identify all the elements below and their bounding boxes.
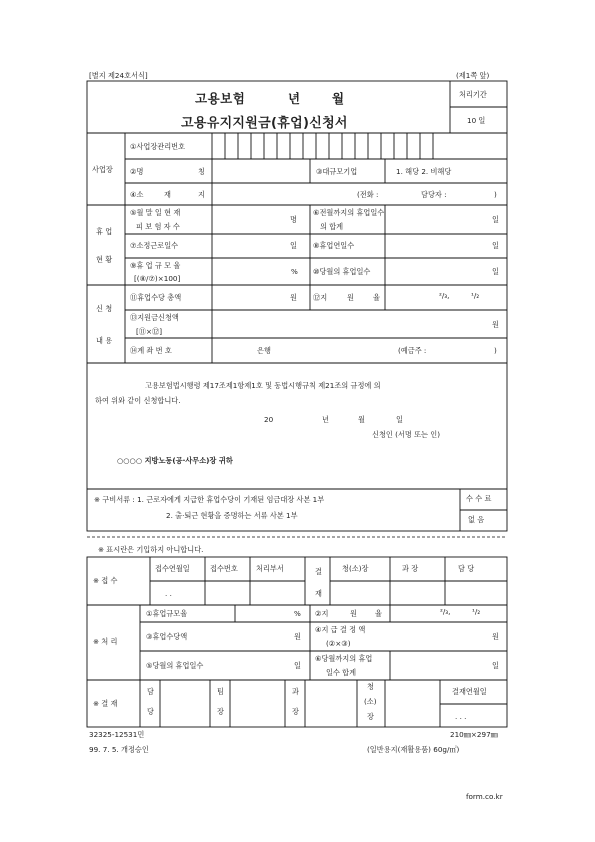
page-indicator: (제1쪽 앞) <box>456 71 490 80</box>
final-team-a: 팀 <box>217 687 224 696</box>
final-approval-label: ※ 결 재 <box>93 699 118 708</box>
date-day-label: 일 <box>396 415 403 424</box>
label-bank: 은행 <box>257 346 271 355</box>
section-apply-1: 신 청 <box>96 304 113 313</box>
proc-rate-half: ¹/₂ <box>472 607 481 616</box>
proc-support-rate-b: 원 <box>350 609 357 618</box>
approval-label-b: 재 <box>315 589 322 598</box>
label-support-rate-a: ⑫지 <box>313 293 328 302</box>
title-month: 월 <box>332 91 345 106</box>
footer-paper-size: 210㎜×297㎜ <box>450 730 498 739</box>
label-address-a: ④소 <box>130 190 144 199</box>
processing-dept-label: 처리부서 <box>256 564 284 573</box>
proc-leave-ratio: ①휴업규모율 <box>146 609 188 618</box>
label-manager: 담당자 : <box>421 190 447 199</box>
final-date-label: 결재연월일 <box>452 687 487 696</box>
section-business: 사업장 <box>92 165 113 174</box>
support-rate-half: ¹/₂ <box>471 291 480 300</box>
label-name-a: ②명 <box>130 167 144 176</box>
label-prev-leave-a: ⑥전월까지의 휴업일수 <box>313 208 385 217</box>
label-leave-total-days: ⑧휴업연일수 <box>313 241 355 250</box>
unit-days-5: 일 <box>294 661 301 670</box>
label-large-company: ③대규모기업 <box>316 167 358 176</box>
label-account-number: ⑭계 좌 번 호 <box>130 346 172 355</box>
reception-number-label: 접수번호 <box>210 564 238 573</box>
applicant-signature-label: 신청인 (서명 또는 인) <box>372 430 441 439</box>
unit-days-6: 일 <box>492 661 499 670</box>
unit-won-2: 원 <box>492 320 499 329</box>
final-date-dots: . . . <box>455 712 467 721</box>
addressee-office: ○○○○ 지방노동(공·사무소)장 귀하 <box>117 456 233 465</box>
label-phone: (전화 : <box>357 190 379 199</box>
approver-head: 과 장 <box>402 564 419 573</box>
declaration-line-2: 하여 위와 같이 신청합니다. <box>95 396 181 405</box>
date-year-label: 년 <box>322 415 329 424</box>
unit-won-4: 원 <box>492 632 499 641</box>
processing-label: ※ 처 리 <box>93 637 118 646</box>
phone-close-paren: ) <box>494 190 497 199</box>
title-insurance: 고용보험 <box>195 91 246 106</box>
proc-total-leave-b: 일수 합계 <box>326 668 357 677</box>
label-address-c: 지 <box>198 190 205 199</box>
proc-support-rate-c: 율 <box>375 609 382 618</box>
processing-period-value: 10 일 <box>467 116 486 125</box>
label-address-b: 재 <box>164 190 171 199</box>
proc-leave-allowance: ③휴업수당액 <box>146 632 188 641</box>
label-month-leave-days: ⑩당월의 휴업일수 <box>313 267 371 276</box>
label-request-amount-a: ⑬지원금신청액 <box>130 313 179 322</box>
required-documents-1: ※ 구비서류 : 1. 근로자에게 지급한 휴업수당이 기재된 임금대장 사본 1부 <box>94 495 325 504</box>
fee-value: 없 음 <box>468 515 485 524</box>
reception-label: ※ 접 수 <box>93 576 118 585</box>
declaration-line-1: 고용보험법시행령 제17조제1항제1호 및 동법시행규칙 제21조의 규정에 의 <box>145 381 381 390</box>
label-prev-leave-b: 의 합계 <box>320 222 344 231</box>
proc-support-rate-a: ②지 <box>315 609 329 618</box>
proc-decided-amount-b: (②×③) <box>326 639 351 648</box>
approver-staff: 담 당 <box>458 564 475 573</box>
date-month-label: 월 <box>358 415 365 424</box>
final-head-b: 장 <box>292 707 299 716</box>
label-leave-ratio-a: ⑨휴 업 규 모 율 <box>130 261 181 270</box>
unit-percent-2: % <box>294 609 301 618</box>
unit-days-4: 일 <box>492 267 499 276</box>
approver-chief: 청(소)장 <box>342 564 369 573</box>
label-work-days: ⑦소정근로일수 <box>130 241 179 250</box>
footer-approved: 99. 7. 5. 개정승인 <box>89 745 149 754</box>
office-use-notice: ※ 표시란은 기입하지 아니합니다. <box>98 545 204 554</box>
label-support-rate-c: 율 <box>373 293 380 302</box>
unit-days-1: 일 <box>492 215 499 224</box>
proc-rate-two-thirds: ²/₃, <box>440 607 451 616</box>
footer-paper-type: (일반용지(재활용품) 60g/㎡) <box>367 745 460 754</box>
label-insured-count-b: 피 보 험 자 수 <box>136 222 180 231</box>
holder-close-paren: ) <box>494 346 497 355</box>
unit-won-1: 원 <box>290 293 297 302</box>
footer-site: form.co.kr <box>466 792 503 801</box>
label-insured-count-a: ⑤월 말 일 현 재 <box>130 208 181 217</box>
proc-month-leave-days: ⑤당월의 휴업일수 <box>146 661 204 670</box>
final-team-b: 장 <box>217 707 224 716</box>
required-documents-2: 2. 출·퇴근 현황을 증명하는 서류 사본 1부 <box>166 511 298 520</box>
unit-days-2: 일 <box>290 241 297 250</box>
proc-total-leave-a: ⑥당월까지의 휴업 <box>315 654 373 663</box>
label-leave-allowance: ⑪휴업수당 총액 <box>130 293 182 302</box>
footer-code: 32325-12531민 <box>89 730 145 739</box>
unit-persons: 명 <box>290 215 297 224</box>
approval-label-a: 결 <box>315 567 322 576</box>
label-support-rate-b: 원 <box>347 293 354 302</box>
reception-date-label: 접수연월일 <box>155 564 190 573</box>
label-request-amount-b: [⑪×⑫] <box>136 327 163 336</box>
final-chief-a: 청 <box>367 682 374 691</box>
support-rate-two-thirds: ²/₃, <box>439 291 450 300</box>
section-leave-2: 현 황 <box>96 255 113 264</box>
proc-decided-amount-a: ④지 급 결 정 액 <box>315 625 366 634</box>
large-company-options[interactable]: 1. 해당 2. 비해당 <box>396 167 452 176</box>
label-registration-number: ①사업장관리번호 <box>130 142 186 151</box>
form-number: [별지 제24호서식] <box>89 71 148 80</box>
label-leave-ratio-b: [(⑧/⑦)×100] <box>134 274 181 283</box>
section-apply-2: 내 용 <box>96 336 113 345</box>
section-leave-1: 휴 업 <box>96 227 113 236</box>
date-year-prefix: 20 <box>264 415 274 424</box>
page-title: 고용유지지원금(휴업)신청서 <box>181 116 348 131</box>
label-account-holder: (예금주 : <box>398 346 427 355</box>
final-chief-c: 장 <box>367 712 374 721</box>
processing-period-label: 처리기간 <box>459 90 487 99</box>
final-staff-b: 당 <box>147 707 154 716</box>
final-staff-a: 담 <box>147 687 154 696</box>
title-year: 년 <box>288 91 301 106</box>
fee-label: 수 수 료 <box>466 494 492 503</box>
reception-date-dots: . . <box>165 589 172 598</box>
label-name-b: 칭 <box>198 167 205 176</box>
unit-days-3: 일 <box>492 241 499 250</box>
final-head-a: 과 <box>292 687 299 696</box>
unit-percent-1: % <box>291 267 298 276</box>
final-chief-b: (소) <box>364 697 377 706</box>
unit-won-3: 원 <box>294 632 301 641</box>
